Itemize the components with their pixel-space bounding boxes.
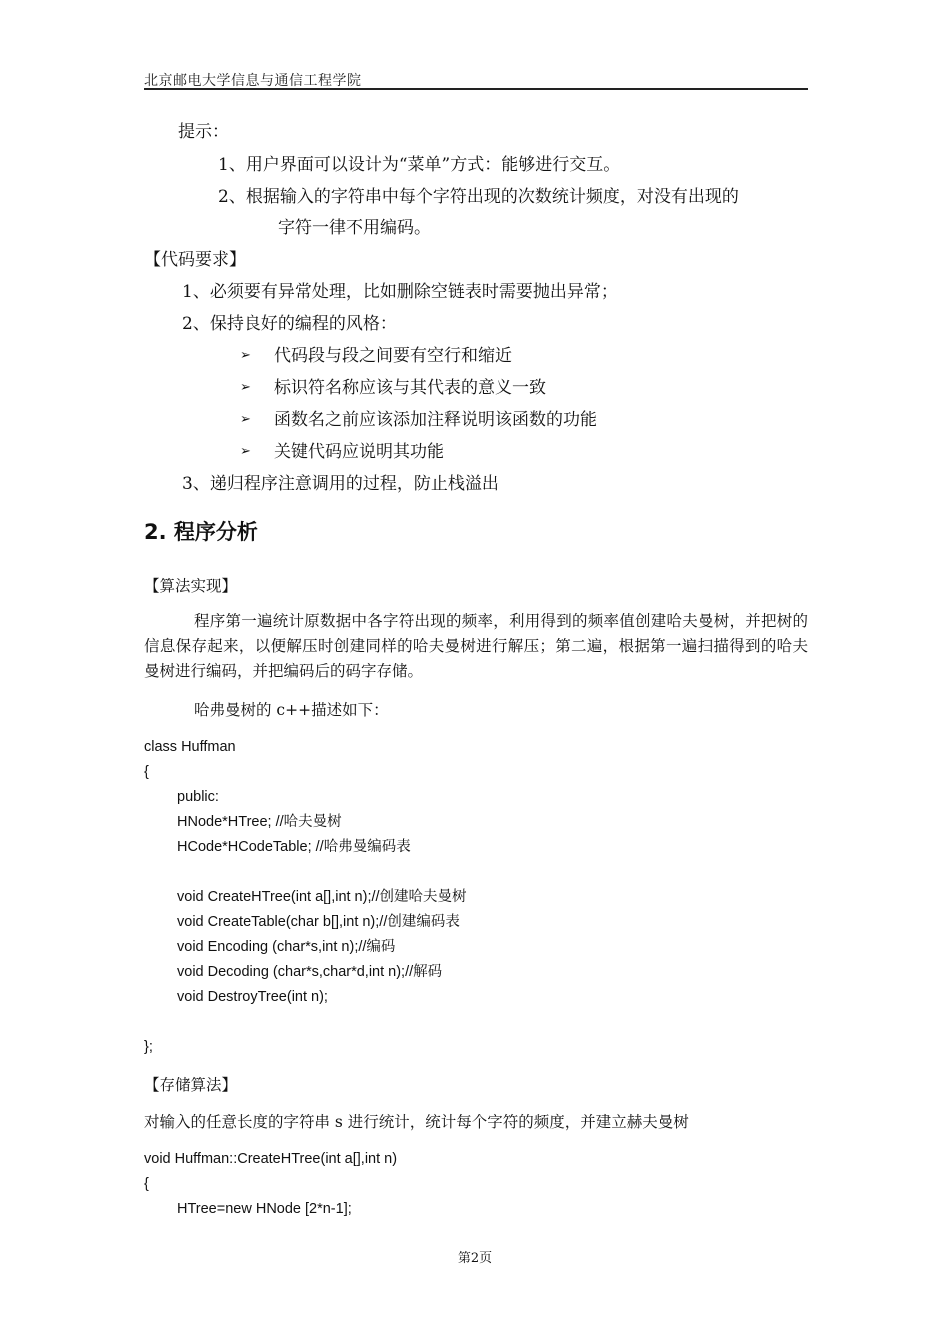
code-line: void Decoding (char*s,char*d,int n);//解码 xyxy=(177,964,443,980)
code-line: HCode*HCodeTable; //哈弗曼编码表 xyxy=(177,839,411,855)
bullet-item-4: 关键代码应说明其功能 xyxy=(274,442,444,462)
hint-item-2: 2、根据输入的字符串中每个字符出现的次数统计频度，对没有出现的 xyxy=(218,187,739,207)
code-line: void Encoding (char*s,int n);//编码 xyxy=(177,939,396,955)
code-line: void CreateTable(char b[],int n);//创建编码表 xyxy=(177,914,460,930)
hint-label: 提示： xyxy=(178,122,229,142)
storage-heading: 【存储算法】 xyxy=(144,1076,238,1094)
bullet-arrow-icon: ➢ xyxy=(240,412,251,427)
code-req-item-2: 2、保持良好的编程的风格： xyxy=(182,314,397,334)
code-req-heading: 【代码要求】 xyxy=(144,250,246,270)
algo-heading: 【算法实现】 xyxy=(144,577,238,595)
bullet-arrow-icon: ➢ xyxy=(240,380,251,395)
bullet-item-1: 代码段与段之间要有空行和缩近 xyxy=(274,346,512,366)
code-req-item-1: 1、必须要有异常处理，比如删除空链表时需要抛出异常； xyxy=(182,282,618,302)
hint-item-2-cont: 字符一律不用编码。 xyxy=(278,218,431,238)
code-line: }; xyxy=(144,1039,153,1055)
code-req-item-3: 3、递归程序注意调用的过程，防止栈溢出 xyxy=(182,474,499,494)
bullet-arrow-icon: ➢ xyxy=(240,444,251,459)
code-line: HNode*HTree; //哈夫曼树 xyxy=(177,814,342,830)
bullet-item-2: 标识符名称应该与其代表的意义一致 xyxy=(274,378,546,398)
code-line: void CreateHTree(int a[],int n);//创建哈夫曼树 xyxy=(177,889,467,905)
code-line: class Huffman xyxy=(144,739,236,755)
code-line: public: xyxy=(177,789,219,805)
bullet-item-3: 函数名之前应该添加注释说明该函数的功能 xyxy=(274,410,597,430)
hint-item-1: 1、用户界面可以设计为“菜单”方式：能够进行交互。 xyxy=(218,155,621,175)
section-title: 2. 程序分析 xyxy=(144,520,258,544)
code-line: { xyxy=(144,1176,149,1192)
page-number: 第2页 xyxy=(457,1251,493,1266)
bullet-arrow-icon: ➢ xyxy=(240,348,251,363)
cpp-description: 哈弗曼树的 c++描述如下： xyxy=(194,701,389,719)
page-header xyxy=(144,64,808,90)
storage-description: 对输入的任意长度的字符串 s 进行统计，统计每个字符的频度，并建立赫夫曼树 xyxy=(144,1113,689,1131)
code-line: HTree=new HNode [2*n-1]; xyxy=(177,1201,352,1217)
code-line: { xyxy=(144,764,149,780)
code-line: void DestroyTree(int n); xyxy=(177,989,328,1005)
header-title: 北京邮电大学信息与通信工程学院 xyxy=(144,73,362,89)
algo-paragraph: 程序第一遍统计原数据中各字符出现的频率，利用得到的频率值创建哈夫曼树，并把树的信息保存起来，以便解压时创建同样的哈夫曼树进行解压；第二遍，根据第一遍扫描得到的哈夫曼树进行编码，并把编码后的码字存储。 xyxy=(144,612,808,680)
code-line: void Huffman::CreateHTree(int a[],int n) xyxy=(144,1151,398,1167)
